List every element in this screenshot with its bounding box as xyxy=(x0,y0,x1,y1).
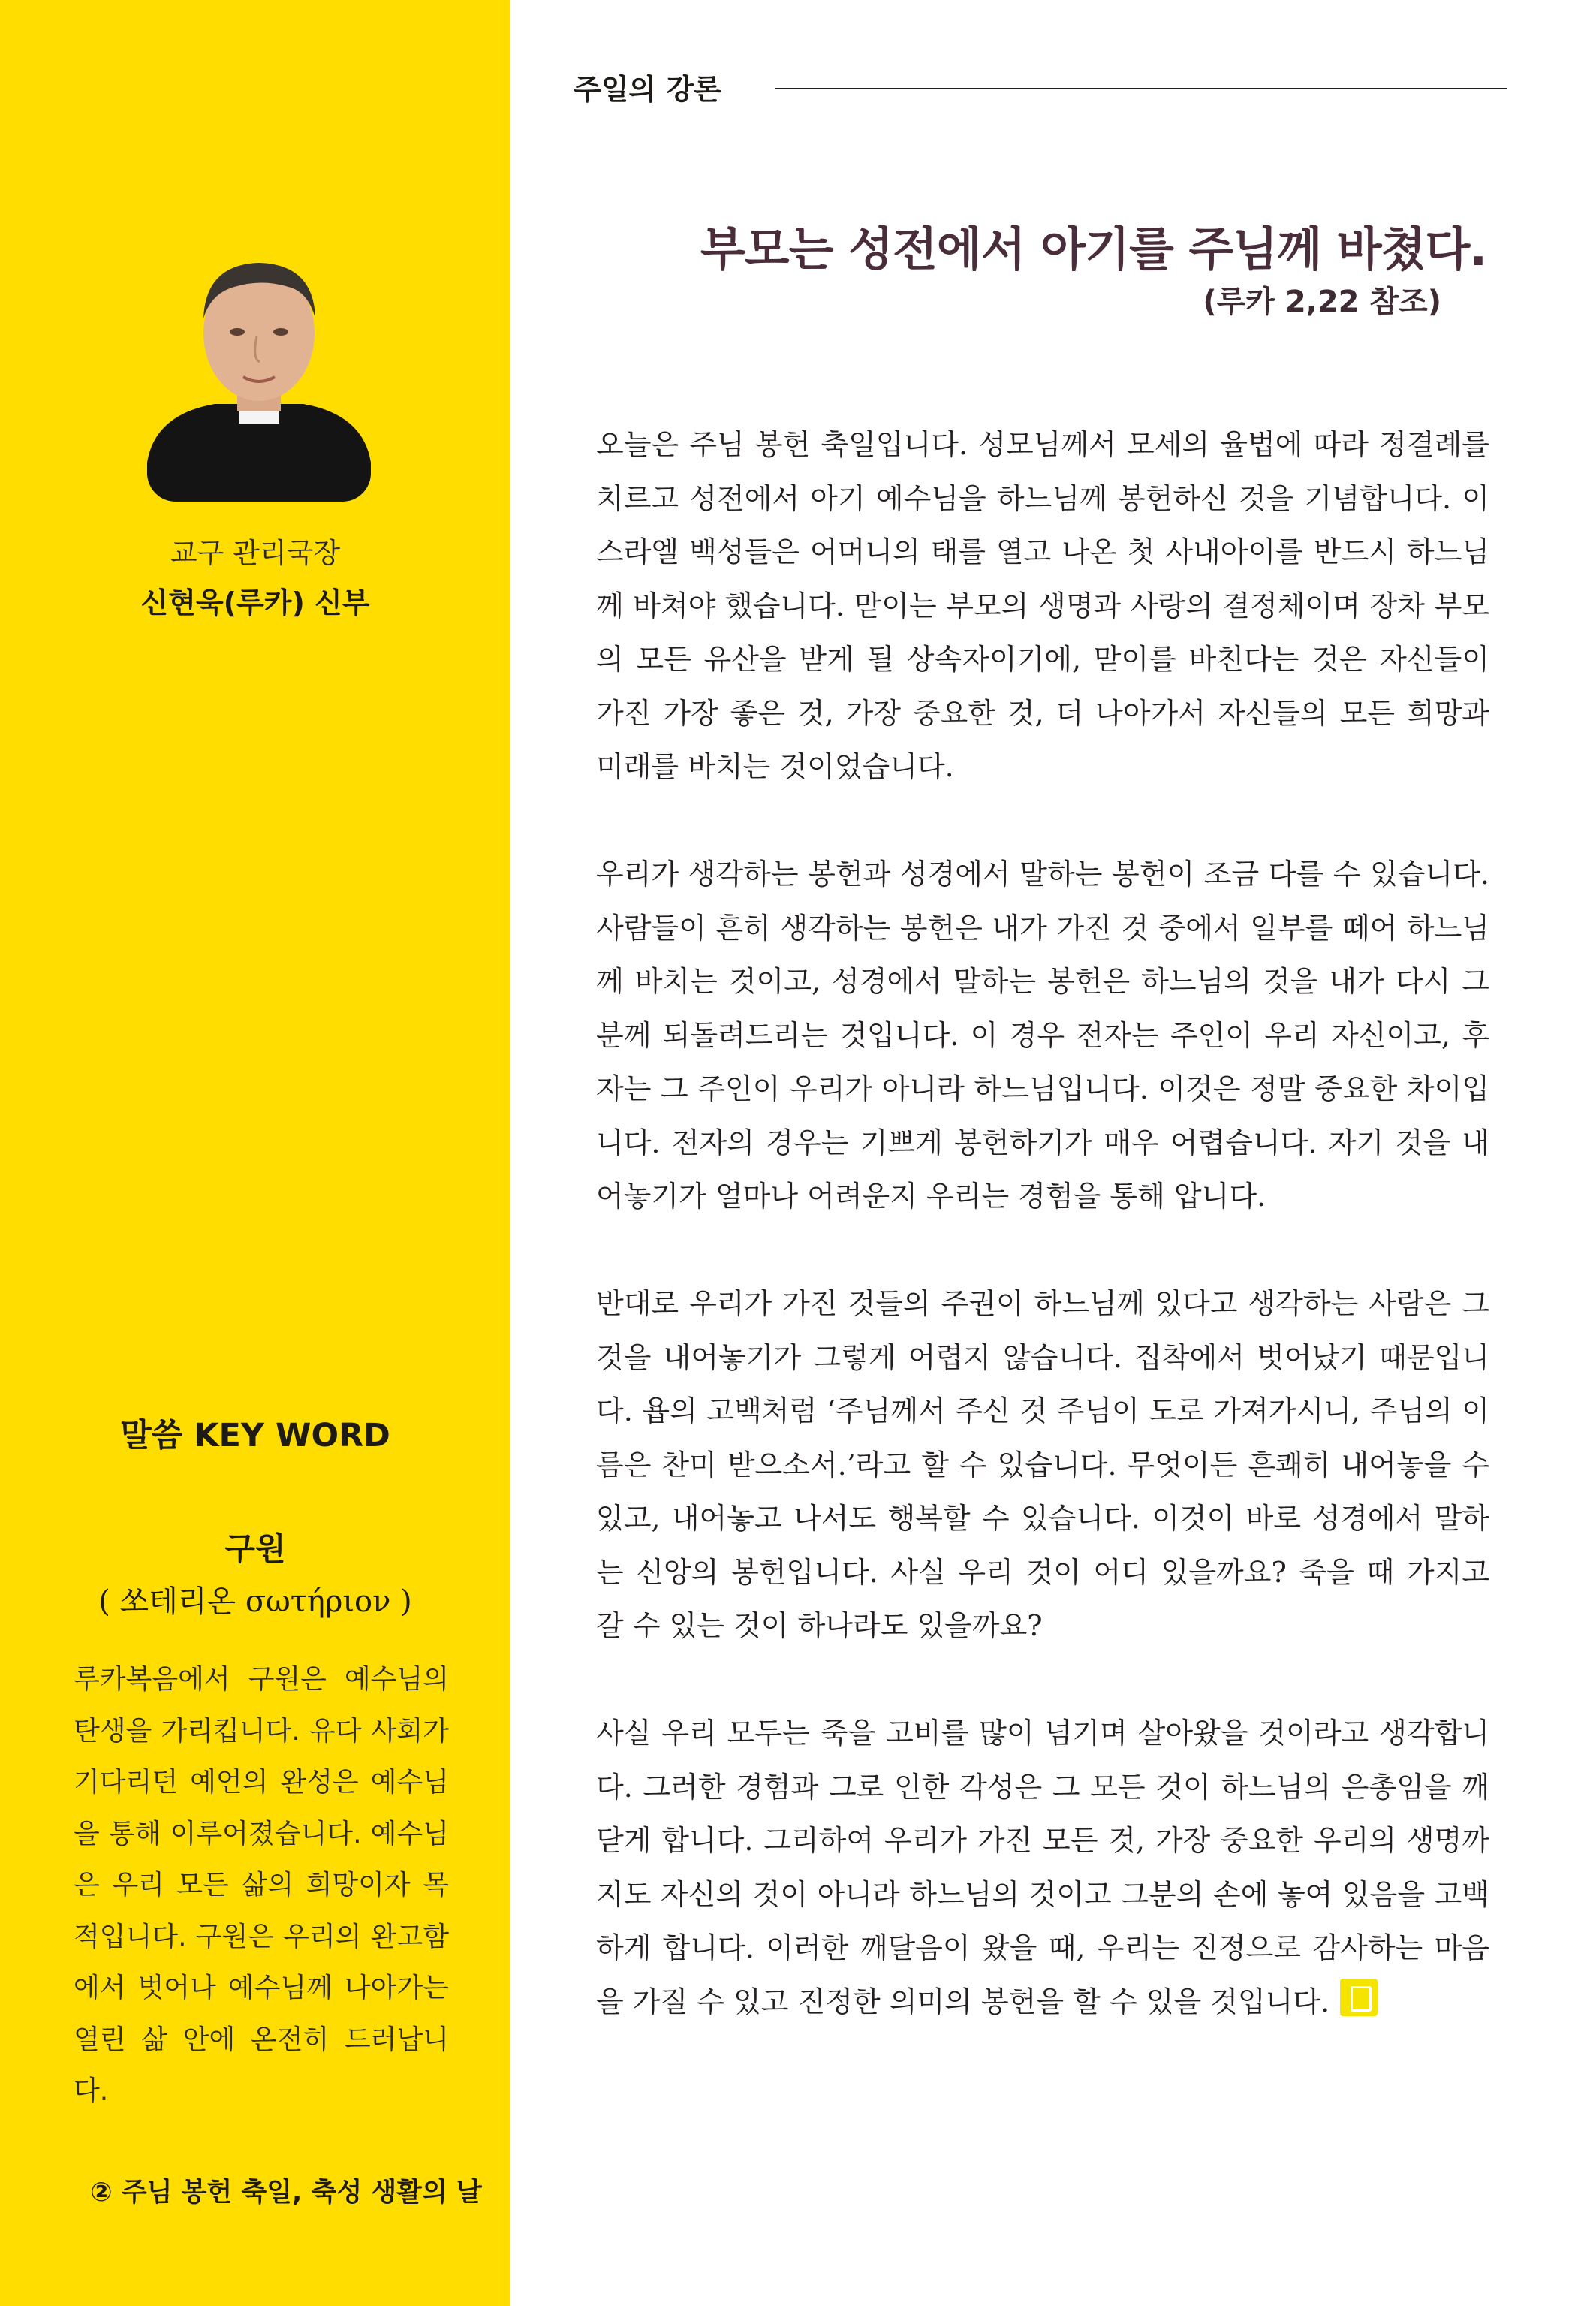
body-paragraph: 우리가 생각하는 봉헌과 성경에서 말하는 봉헌이 조금 다를 수 있습니다. 사람들이 흔히 생각하는 봉헌은 내가 가진 것 중에서 일부를 떼어 하느님께 바치는 것이고, 성경에서 말하는 봉헌은 하느님의 것을 내가 다시 그분께 되돌려드리는 것입니다. 이 경우 전자는 주인이 우리 자신이고, 후자는 그 주인이 우리가 아니라 하느님입니다. 이것은 정말 중요한 차이입니다. 전자의 경우는 기쁘게 봉헌하기가 매우 어렵습니다. 자기 것을 내어놓기가 얼마나 어려운지 우리는 경험을 통해 압니다. xyxy=(596,858,1489,1213)
author-position: 교구 관리국장 xyxy=(170,537,341,569)
author-photo xyxy=(147,237,371,502)
body-paragraph: 반대로 우리가 가진 것들의 주권이 하느님께 있다고 생각하는 사람은 그것을 내어놓기가 그렇게 어렵지 않습니다. 집착에서 벗어났기 때문입니다. 욥의 고백처럼 ‘주님께서 주신 것 주님이 도로 가져가시니, 주님의 이름은 찬미 받으소서.’라고 할 수 있습니다. 무엇이든 흔쾌히 내어놓을 수 있고, 내어놓고 나서도 행복할 수 있습니다. 이것이 바로 성경에서 말하는 신앙의 봉헌입니다. 사실 우리 것이 어디 있을까요? 죽을 때 가지고 갈 수 있는 것이 하나라도 있을까요? xyxy=(596,1287,1489,1642)
end-mark-icon xyxy=(1340,1979,1378,2016)
keyword-description: 루카복음에서 구원은 예수님의 탄생을 가리킵니다. 유다 사회가 기다리던 예언의 완성은 예수님을 통해 이루어졌습니다. 예수님은 우리 모든 삶의 희망이자 목적입니다. 구원은 우리의 완고함에서 벗어나 예수님께 나아가는 열린 삶 안에 온전히 드러납니다. xyxy=(74,1664,449,2106)
keyword-original: ( 쏘테리온 σωτήριον ) xyxy=(98,1584,412,1619)
body-paragraph-text: 사실 우리 모두는 죽을 고비를 많이 넘기며 살아왔을 것이라고 생각합니다. 그러한 경험과 그로 인한 각성은 그 모든 것이 하느님의 은총임을 깨닫게 합니다. 그리하여 우리가 가진 모든 것, 가장 중요한 우리의 생명까지도 자신의 것이 아니라 하느님의 것이고 그분의 손에 놓여 있음을 고백하게 합니다. 이러한 깨달음이 왔을 때, 우리는 진정으로 감사하는 마음을 가질 수 있고 진정한 의미의 봉헌을 할 수 있을 것입니다. xyxy=(596,1717,1489,2018)
sidebar-panel xyxy=(0,0,510,2306)
sermon-headline: 부모는 성전에서 아기를 주님께 바쳤다. xyxy=(700,222,1486,276)
body-paragraph: 오늘은 주님 봉헌 축일입니다. 성모님께서 모세의 율법에 따라 정결례를 치르고 성전에서 아기 예수님을 하느님께 봉헌하신 것을 기념합니다. 이스라엘 백성들은 어머니의 태를 열고 나온 첫 사내아이를 반드시 하느님께 바쳐야 했습니다. 맏이는 부모의 생명과 사랑의 결정체이며 장차 부모의 모든 유산을 받게 될 상속자이기에, 맏이를 바친다는 것은 자신들이 가진 가장 좋은 것, 가장 중요한 것, 더 나아가서 자신들의 모든 희망과 미래를 바치는 것이었습니다. xyxy=(596,428,1489,783)
scripture-reference: (루카 2,22 참조) xyxy=(1203,285,1441,319)
section-divider xyxy=(775,88,1507,89)
section-label: 주일의 강론 xyxy=(574,73,721,106)
liturgical-day-label: ② 주님 봉헌 축일, 축성 생활의 날 xyxy=(90,2178,482,2208)
keyword-heading: 말씀 KEY WORD xyxy=(120,1417,390,1454)
sermon-body xyxy=(596,418,1489,2083)
keyword-term: 구원 xyxy=(224,1530,286,1567)
body-paragraph xyxy=(596,1707,1489,2029)
author-name: 신현욱(루카) 신부 xyxy=(140,586,370,619)
